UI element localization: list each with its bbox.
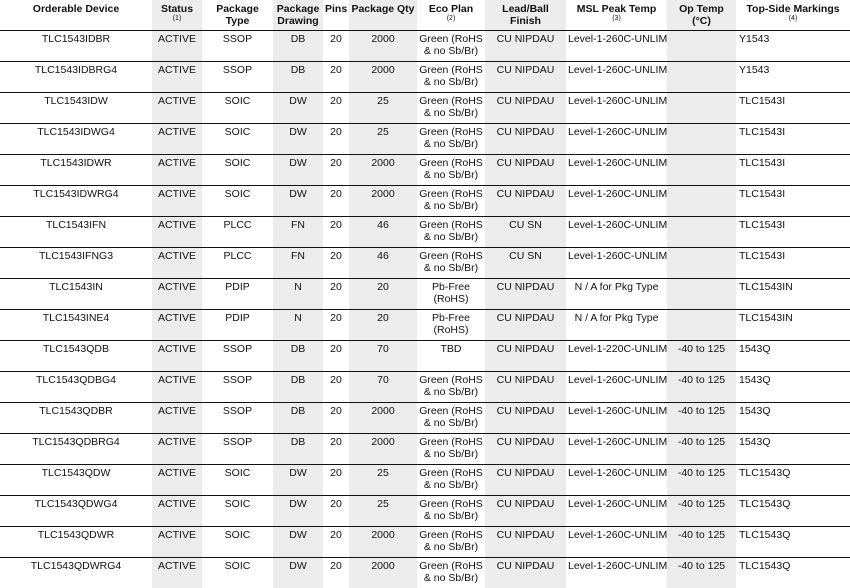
header-status: Status (1): [152, 0, 202, 31]
cell-lead-finish: CU SN: [485, 248, 566, 279]
cell-op-temp: [667, 186, 736, 217]
cell-msl: Level-1-260C-UNLIM: [566, 496, 667, 527]
cell-device: TLC1543IDWR: [0, 155, 152, 186]
table-row: [0, 93, 850, 124]
cell-marking: TLC1543Q: [736, 496, 850, 527]
cell-package-drawing: DW: [273, 93, 323, 124]
cell-marking: TLC1543I: [736, 155, 850, 186]
cell-package-drawing: DW: [273, 496, 323, 527]
cell-package-qty: 70: [349, 372, 417, 403]
table-row: [0, 496, 850, 527]
cell-op-temp: -40 to 125: [667, 465, 736, 496]
header-package-type: Package Type: [202, 0, 273, 31]
cell-device: TLC1543IDBRG4: [0, 62, 152, 93]
cell-device: TLC1543IFN: [0, 217, 152, 248]
cell-lead-finish: CU NIPDAU: [485, 124, 566, 155]
cell-msl: Level-1-260C-UNLIM: [566, 434, 667, 465]
cell-lead-finish: CU NIPDAU: [485, 372, 566, 403]
cell-marking: TLC1543Q: [736, 558, 850, 588]
cell-pins: 20: [323, 279, 349, 310]
cell-lead-finish: CU SN: [485, 217, 566, 248]
table-row: [0, 217, 850, 248]
cell-msl: Level-1-260C-UNLIM: [566, 558, 667, 588]
cell-package-type: SSOP: [202, 434, 273, 465]
cell-device: TLC1543QDBRG4: [0, 434, 152, 465]
table-row: [0, 310, 850, 341]
cell-pins: 20: [323, 62, 349, 93]
table-row: [0, 465, 850, 496]
cell-msl: Level-1-260C-UNLIM: [566, 465, 667, 496]
cell-eco-plan: Green (RoHS & no Sb/Br): [417, 155, 485, 186]
cell-marking: 1543Q: [736, 403, 850, 434]
cell-device: TLC1543IDW: [0, 93, 152, 124]
cell-msl: Level-1-260C-UNLIM: [566, 93, 667, 124]
cell-package-qty: 70: [349, 341, 417, 372]
cell-package-drawing: DB: [273, 31, 323, 62]
cell-lead-finish: CU NIPDAU: [485, 155, 566, 186]
footnote-3: (3): [568, 15, 665, 23]
cell-pins: 20: [323, 558, 349, 588]
cell-package-qty: 20: [349, 279, 417, 310]
header-package-drawing: Package Drawing: [273, 0, 323, 31]
cell-package-type: SOIC: [202, 465, 273, 496]
cell-package-drawing: N: [273, 310, 323, 341]
cell-package-drawing: DW: [273, 527, 323, 558]
cell-device: TLC1543QDWR: [0, 527, 152, 558]
cell-lead-finish: CU NIPDAU: [485, 496, 566, 527]
cell-marking: TLC1543I: [736, 186, 850, 217]
cell-msl: Level-1-260C-UNLIM: [566, 124, 667, 155]
cell-pins: 20: [323, 93, 349, 124]
cell-status: ACTIVE: [152, 31, 202, 62]
cell-status: ACTIVE: [152, 372, 202, 403]
cell-device: TLC1543QDWG4: [0, 496, 152, 527]
table-row: [0, 341, 850, 372]
cell-op-temp: [667, 155, 736, 186]
cell-lead-finish: CU NIPDAU: [485, 341, 566, 372]
cell-package-qty: 25: [349, 124, 417, 155]
cell-eco-plan: Pb-Free (RoHS): [417, 279, 485, 310]
footnote-4: (4): [738, 15, 848, 23]
table-row: [0, 279, 850, 310]
cell-pins: 20: [323, 186, 349, 217]
cell-package-type: SOIC: [202, 124, 273, 155]
cell-msl: Level-1-260C-UNLIM: [566, 248, 667, 279]
cell-marking: Y1543: [736, 31, 850, 62]
cell-package-drawing: DW: [273, 155, 323, 186]
cell-package-type: SOIC: [202, 93, 273, 124]
cell-pins: 20: [323, 434, 349, 465]
cell-status: ACTIVE: [152, 341, 202, 372]
cell-package-type: PLCC: [202, 217, 273, 248]
cell-status: ACTIVE: [152, 217, 202, 248]
cell-package-drawing: DW: [273, 558, 323, 588]
cell-package-qty: 20: [349, 310, 417, 341]
cell-pins: 20: [323, 341, 349, 372]
table-row: [0, 558, 850, 588]
cell-package-type: SSOP: [202, 372, 273, 403]
cell-marking: TLC1543IN: [736, 310, 850, 341]
cell-op-temp: -40 to 125: [667, 558, 736, 588]
cell-eco-plan: Green (RoHS & no Sb/Br): [417, 248, 485, 279]
cell-package-qty: 2000: [349, 434, 417, 465]
cell-package-drawing: DW: [273, 186, 323, 217]
cell-package-drawing: DB: [273, 372, 323, 403]
cell-status: ACTIVE: [152, 279, 202, 310]
header-msl: MSL Peak Temp (3): [566, 0, 667, 31]
cell-lead-finish: CU NIPDAU: [485, 31, 566, 62]
cell-pins: 20: [323, 465, 349, 496]
header-device: Orderable Device: [0, 0, 152, 31]
cell-marking: Y1543: [736, 62, 850, 93]
cell-eco-plan: Green (RoHS & no Sb/Br): [417, 372, 485, 403]
cell-pins: 20: [323, 217, 349, 248]
cell-package-drawing: DW: [273, 124, 323, 155]
header-pins: Pins: [323, 0, 349, 31]
cell-pins: 20: [323, 310, 349, 341]
cell-op-temp: -40 to 125: [667, 341, 736, 372]
cell-package-drawing: DB: [273, 341, 323, 372]
cell-op-temp: [667, 279, 736, 310]
cell-eco-plan: Green (RoHS & no Sb/Br): [417, 496, 485, 527]
cell-lead-finish: CU NIPDAU: [485, 434, 566, 465]
cell-package-type: SOIC: [202, 558, 273, 588]
cell-op-temp: -40 to 125: [667, 403, 736, 434]
cell-pins: 20: [323, 124, 349, 155]
cell-package-type: SSOP: [202, 31, 273, 62]
cell-op-temp: [667, 310, 736, 341]
cell-marking: TLC1543I: [736, 217, 850, 248]
cell-status: ACTIVE: [152, 155, 202, 186]
cell-pins: 20: [323, 527, 349, 558]
cell-pins: 20: [323, 496, 349, 527]
table-row: [0, 31, 850, 62]
header-eco-plan: Eco Plan (2): [417, 0, 485, 31]
cell-eco-plan: Green (RoHS & no Sb/Br): [417, 124, 485, 155]
cell-status: ACTIVE: [152, 93, 202, 124]
cell-marking: TLC1543IN: [736, 279, 850, 310]
cell-package-qty: 2000: [349, 403, 417, 434]
cell-lead-finish: CU NIPDAU: [485, 310, 566, 341]
cell-marking: TLC1543I: [736, 248, 850, 279]
cell-op-temp: [667, 31, 736, 62]
cell-marking: 1543Q: [736, 341, 850, 372]
cell-status: ACTIVE: [152, 124, 202, 155]
cell-msl: N / A for Pkg Type: [566, 310, 667, 341]
cell-status: ACTIVE: [152, 62, 202, 93]
cell-package-type: SOIC: [202, 155, 273, 186]
cell-eco-plan: Green (RoHS & no Sb/Br): [417, 527, 485, 558]
cell-package-type: SSOP: [202, 403, 273, 434]
table-row: [0, 62, 850, 93]
cell-op-temp: [667, 217, 736, 248]
table-row: [0, 434, 850, 465]
cell-package-type: SOIC: [202, 496, 273, 527]
cell-package-qty: 2000: [349, 62, 417, 93]
cell-package-qty: 25: [349, 465, 417, 496]
cell-package-drawing: FN: [273, 248, 323, 279]
cell-device: TLC1543QDWRG4: [0, 558, 152, 588]
cell-package-drawing: DB: [273, 403, 323, 434]
cell-msl: Level-1-260C-UNLIM: [566, 31, 667, 62]
cell-marking: 1543Q: [736, 434, 850, 465]
cell-op-temp: -40 to 125: [667, 372, 736, 403]
cell-eco-plan: Green (RoHS & no Sb/Br): [417, 62, 485, 93]
table-row: [0, 155, 850, 186]
cell-eco-plan: Green (RoHS & no Sb/Br): [417, 403, 485, 434]
cell-msl: Level-1-260C-UNLIM: [566, 372, 667, 403]
table-row: [0, 403, 850, 434]
cell-op-temp: [667, 62, 736, 93]
table-row: [0, 248, 850, 279]
cell-op-temp: -40 to 125: [667, 527, 736, 558]
cell-pins: 20: [323, 31, 349, 62]
cell-status: ACTIVE: [152, 465, 202, 496]
cell-package-drawing: N: [273, 279, 323, 310]
cell-eco-plan: Green (RoHS & no Sb/Br): [417, 93, 485, 124]
cell-marking: 1543Q: [736, 372, 850, 403]
cell-msl: Level-1-260C-UNLIM: [566, 62, 667, 93]
cell-package-qty: 46: [349, 217, 417, 248]
cell-device: TLC1543IN: [0, 279, 152, 310]
cell-op-temp: [667, 248, 736, 279]
cell-device: TLC1543IFNG3: [0, 248, 152, 279]
cell-device: TLC1543IDWG4: [0, 124, 152, 155]
cell-eco-plan: Green (RoHS & no Sb/Br): [417, 186, 485, 217]
cell-status: ACTIVE: [152, 527, 202, 558]
cell-eco-plan: Green (RoHS & no Sb/Br): [417, 31, 485, 62]
cell-package-qty: 2000: [349, 31, 417, 62]
cell-package-type: SOIC: [202, 186, 273, 217]
cell-msl: Level-1-260C-UNLIM: [566, 217, 667, 248]
cell-pins: 20: [323, 372, 349, 403]
cell-lead-finish: CU NIPDAU: [485, 403, 566, 434]
table-row: [0, 186, 850, 217]
header-row: [0, 0, 850, 31]
cell-package-qty: 2000: [349, 558, 417, 588]
cell-package-type: PDIP: [202, 279, 273, 310]
cell-status: ACTIVE: [152, 186, 202, 217]
cell-package-type: SSOP: [202, 62, 273, 93]
cell-package-drawing: DW: [273, 465, 323, 496]
cell-package-drawing: DB: [273, 62, 323, 93]
cell-device: TLC1543QDBG4: [0, 372, 152, 403]
cell-package-drawing: DB: [273, 434, 323, 465]
cell-lead-finish: CU NIPDAU: [485, 62, 566, 93]
cell-status: ACTIVE: [152, 403, 202, 434]
cell-package-qty: 46: [349, 248, 417, 279]
cell-marking: TLC1543Q: [736, 465, 850, 496]
cell-eco-plan: TBD: [417, 341, 485, 372]
cell-status: ACTIVE: [152, 496, 202, 527]
table-row: [0, 124, 850, 155]
header-lead-finish: Lead/Ball Finish: [485, 0, 566, 31]
cell-eco-plan: Green (RoHS & no Sb/Br): [417, 434, 485, 465]
cell-device: TLC1543QDB: [0, 341, 152, 372]
table-row: [0, 372, 850, 403]
cell-lead-finish: CU NIPDAU: [485, 465, 566, 496]
cell-package-type: SOIC: [202, 527, 273, 558]
cell-eco-plan: Green (RoHS & no Sb/Br): [417, 558, 485, 588]
cell-eco-plan: Green (RoHS & no Sb/Br): [417, 465, 485, 496]
cell-device: TLC1543INE4: [0, 310, 152, 341]
cell-package-qty: 25: [349, 93, 417, 124]
cell-lead-finish: CU NIPDAU: [485, 558, 566, 588]
cell-op-temp: -40 to 125: [667, 496, 736, 527]
header-package-qty: Package Qty: [349, 0, 417, 31]
cell-package-qty: 2000: [349, 186, 417, 217]
cell-package-qty: 2000: [349, 527, 417, 558]
cell-status: ACTIVE: [152, 434, 202, 465]
cell-status: ACTIVE: [152, 310, 202, 341]
cell-op-temp: -40 to 125: [667, 434, 736, 465]
cell-msl: Level-1-220C-UNLIM: [566, 341, 667, 372]
cell-device: TLC1543IDBR: [0, 31, 152, 62]
cell-package-type: PLCC: [202, 248, 273, 279]
cell-marking: TLC1543Q: [736, 527, 850, 558]
footnote-1: (1): [154, 15, 200, 23]
cell-package-qty: 25: [349, 496, 417, 527]
cell-pins: 20: [323, 155, 349, 186]
cell-op-temp: [667, 93, 736, 124]
cell-marking: TLC1543I: [736, 93, 850, 124]
cell-lead-finish: CU NIPDAU: [485, 186, 566, 217]
cell-status: ACTIVE: [152, 558, 202, 588]
cell-eco-plan: Pb-Free (RoHS): [417, 310, 485, 341]
cell-package-type: SSOP: [202, 341, 273, 372]
footnote-2: (2): [419, 15, 483, 23]
cell-package-type: PDIP: [202, 310, 273, 341]
header-markings: Top-Side Markings (4): [736, 0, 850, 31]
cell-package-drawing: FN: [273, 217, 323, 248]
cell-lead-finish: CU NIPDAU: [485, 93, 566, 124]
cell-msl: Level-1-260C-UNLIM: [566, 186, 667, 217]
table-row: [0, 527, 850, 558]
cell-pins: 20: [323, 248, 349, 279]
cell-marking: TLC1543I: [736, 124, 850, 155]
cell-lead-finish: CU NIPDAU: [485, 527, 566, 558]
cell-msl: N / A for Pkg Type: [566, 279, 667, 310]
cell-device: TLC1543QDW: [0, 465, 152, 496]
cell-pins: 20: [323, 403, 349, 434]
cell-lead-finish: CU NIPDAU: [485, 279, 566, 310]
cell-op-temp: [667, 124, 736, 155]
header-op-temp: Op Temp (°C): [667, 0, 736, 31]
cell-package-qty: 2000: [349, 155, 417, 186]
cell-status: ACTIVE: [152, 248, 202, 279]
cell-eco-plan: Green (RoHS & no Sb/Br): [417, 217, 485, 248]
cell-msl: Level-1-260C-UNLIM: [566, 403, 667, 434]
cell-msl: Level-1-260C-UNLIM: [566, 155, 667, 186]
cell-msl: Level-1-260C-UNLIM: [566, 527, 667, 558]
cell-device: TLC1543QDBR: [0, 403, 152, 434]
cell-device: TLC1543IDWRG4: [0, 186, 152, 217]
